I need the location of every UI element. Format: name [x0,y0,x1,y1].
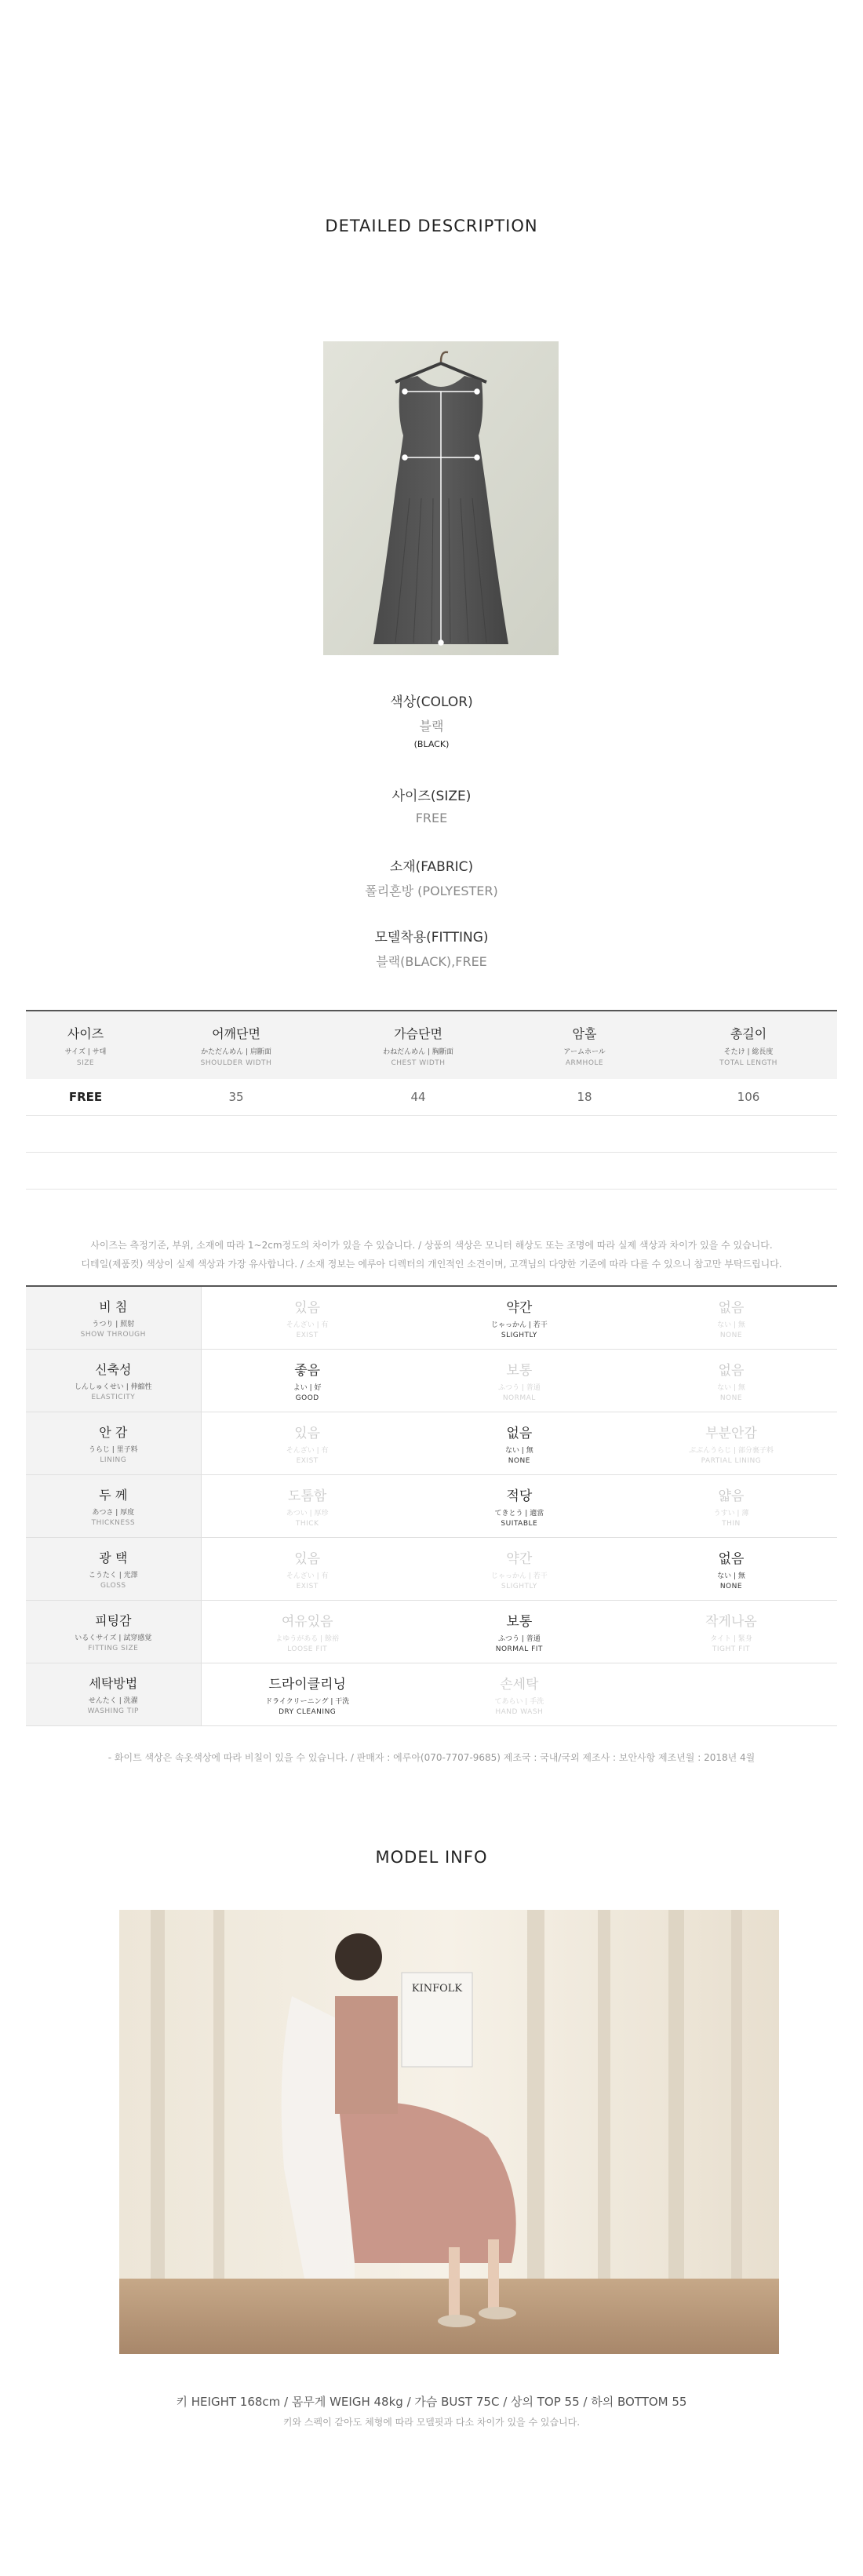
label-en: LINING [100,1456,127,1464]
cell-shoulder: 35 [145,1079,327,1116]
size-title: 사이즈(SIZE) [391,789,472,804]
color-sub: (BLACK) [413,739,450,749]
option-en: NONE [719,1331,743,1339]
option-jp: ぶぶんうらじ | 部分裏子料 [689,1446,774,1455]
option-jp: ふつう | 普通 [497,1383,541,1392]
option-en: EXIST [296,1331,319,1339]
option-jp: じゃっかん | 若干 [490,1572,548,1580]
option-ko: 여유있음 [281,1613,333,1630]
fabric-option [625,1600,837,1663]
fabric-row [26,1600,837,1663]
header-total-length: 총길이 そたけ | 総長度 TOTAL LENGTH [660,1011,837,1079]
option-en: NORMAL FIT [495,1645,543,1653]
option-ko: 부분안감 [705,1425,757,1441]
fabric-row [26,1349,837,1412]
option-en: SUITABLE [501,1519,538,1528]
option-en: LOOSE FIT [287,1645,328,1653]
fabric-option [201,1286,413,1349]
fabric-option [201,1537,413,1600]
option-jp: よい | 好 [293,1383,322,1392]
header-armhole: 암홀 アームホール ARMHOLE [509,1011,660,1079]
option-ko: 적당 [506,1488,533,1504]
size-table-header [26,1011,837,1079]
label-jp: うらじ | 里子料 [88,1445,138,1454]
option-en: EXIST [296,1582,319,1590]
label-ko: 세탁방법 [89,1675,138,1691]
label-jp: いるくサイズ | 試穿感覚 [75,1634,152,1642]
option-en: SLIGHTLY [501,1582,537,1590]
fabric-option [625,1349,837,1412]
fabric-option [625,1474,837,1537]
fabric-option [625,1412,837,1474]
option-ko: 작게나옴 [705,1613,757,1630]
detailed-description-heading: DETAILED DESCRIPTION [325,217,538,235]
option-en: NONE [508,1456,530,1465]
fabric-value: 폴리혼방 (POLYESTER) [365,884,498,898]
label-en: FITTING SIZE [88,1644,139,1652]
option-jp: てきとう | 適當 [494,1509,544,1518]
color-spec [0,690,863,749]
option-en: NORMAL [502,1394,536,1402]
option-ko: 있음 [294,1550,321,1567]
option-jp: ドライクリーニング | 干洗 [265,1697,350,1706]
fabric-row [26,1537,837,1600]
fitting-value: 블랙(BLACK),FREE [376,954,487,969]
option-ko: 없음 [718,1362,745,1379]
header-size: 사이즈 サイズ | サ대 SIZE [26,1011,145,1079]
option-ko: 없음 [718,1299,745,1316]
fabric-option-selected [201,1349,413,1412]
fabric-option [201,1600,413,1663]
option-en: HAND WASH [495,1707,544,1716]
label-jp: うつり | 照射 [92,1320,135,1328]
size-note-line1: 사이즈는 측정기준, 부위, 소재에 따라 1~2cm정도의 차이가 있을 수 있습니다. / 상품의 색상은 모니터 해상도 또는 조명에 따라 실제 색상과 차이가 있을 수 있습니다. [90,1240,773,1251]
fabric-row-label [26,1286,201,1349]
option-jp: ない | 無 [504,1446,533,1455]
label-ko: 안 감 [99,1424,128,1440]
fabric-option [413,1349,625,1412]
option-ko: 보통 [506,1362,533,1379]
option-jp: ない | 無 [717,1572,745,1580]
option-ko: 없음 [506,1425,533,1441]
label-ko: 두 께 [99,1487,128,1503]
label-en: ELASTICITY [91,1393,136,1401]
product-photo [323,341,559,655]
label-jp: しんしゅくせい | 伸縮性 [74,1383,152,1391]
option-en: GOOD [295,1394,319,1402]
fabric-option-selected [413,1474,625,1537]
header-shoulder: 어깨단면 かただんめん | 肩斷面 SHOULDER WIDTH [145,1011,327,1079]
fabric-row [26,1286,837,1349]
fabric-row-label [26,1663,201,1725]
option-en: PARTIAL LINING [701,1456,762,1465]
option-en: NONE [719,1582,743,1590]
option-ko: 좋음 [294,1362,321,1379]
cell-chest: 44 [327,1079,509,1116]
label-en: GLOSS [100,1581,126,1590]
option-en: THICK [295,1519,319,1528]
label-jp: こうたく | 光澤 [88,1571,138,1579]
label-en: SHOW THROUGH [80,1330,146,1339]
cell-armhole: 18 [509,1079,660,1116]
option-ko: 보통 [506,1613,533,1630]
option-ko: 도톰함 [288,1488,327,1504]
option-en: THIN [722,1519,741,1528]
model-illustration [119,1910,779,2354]
model-note: 키와 스펙이 같아도 체형에 따라 모델핏과 다소 차이가 있을 수 있습니다. [282,2417,581,2428]
fabric-option [201,1474,413,1537]
option-ko: 얇음 [718,1488,745,1504]
fabric-option [201,1412,413,1474]
label-ko: 광 택 [99,1550,128,1565]
fabric-option-selected [413,1600,625,1663]
fabric-row-label [26,1537,201,1600]
option-en: EXIST [296,1456,319,1465]
fabric-info-table [26,1285,837,1726]
magazine-title: KINFOLK [411,1983,463,1995]
option-jp: よゆうがある | 餘裕 [275,1634,340,1643]
fitting-spec [0,926,863,970]
fabric-option [413,1537,625,1600]
label-jp: あつさ | 厚度 [92,1508,135,1517]
fabric-row-label [26,1474,201,1537]
size-row-empty [26,1116,837,1153]
label-en: WASHING TIP [87,1707,139,1715]
option-ko: 있음 [294,1299,321,1316]
fabric-option [625,1286,837,1349]
label-ko: 피팅감 [95,1612,132,1628]
size-note-line2: 디테일(제품컷) 색상이 실제 색상과 가장 유사합니다. / 소재 정보는 에루아 디렉터의 개인적인 소견이며, 고객님의 다양한 기준에 따라 다를 수 있으니 참고만 부탁드립니다. [81,1259,782,1270]
option-jp: そんざい | 有 [286,1572,329,1580]
option-en: TIGHT FIT [712,1645,750,1653]
color-title: 색상(COLOR) [390,694,473,710]
model-measurements: 키 HEIGHT 168cm / 몸무게 WEIGH 48kg / 가슴 BUST 75C / 상의 TOP 55 / 하의 BOTTOM 55 [176,2395,687,2409]
label-en: THICKNESS [91,1518,136,1527]
option-jp: じゃっかん | 若干 [490,1321,548,1329]
fabric-row [26,1412,837,1474]
size-row-empty [26,1153,837,1190]
header-chest: 가슴단면 わねだんめん | 胸斷面 CHEST WIDTH [327,1011,509,1079]
cell-size: FREE [26,1079,145,1116]
color-value: 블랙 [419,719,444,734]
cell-total-length: 106 [660,1079,837,1116]
dress-illustration [323,341,559,655]
fabric-row [26,1663,837,1725]
size-table [26,1010,837,1190]
fabric-row-label [26,1600,201,1663]
model-photo [119,1910,779,2354]
option-jp: てあらい | 手洗 [494,1697,544,1706]
fabric-option-selected [201,1663,413,1725]
option-ko: 손세탁 [500,1676,539,1692]
option-en: DRY CLEANING [279,1707,337,1716]
option-jp: そんざい | 有 [286,1446,329,1455]
label-ko: 비 침 [99,1299,128,1314]
model-info-heading: MODEL INFO [375,1848,488,1867]
option-ko: 드라이클리닝 [268,1676,346,1692]
fabric-row [26,1474,837,1537]
fitting-title: 모델착용(FITTING) [374,930,489,946]
fabric-option-empty [625,1663,837,1725]
fabric-option-selected [413,1286,625,1349]
option-ko: 약간 [506,1299,533,1316]
option-ko: 있음 [294,1425,321,1441]
fabric-option-selected [413,1412,625,1474]
option-jp: うすい | 薄 [713,1509,749,1518]
option-en: NONE [719,1394,743,1402]
fabric-option-selected [625,1537,837,1600]
option-ko: 없음 [718,1550,745,1567]
size-value: FREE [415,811,448,825]
option-ko: 약간 [506,1550,533,1567]
size-row-free [26,1079,837,1116]
option-jp: ない | 無 [717,1321,745,1329]
size-spec [0,785,863,825]
fabric-spec [0,855,863,899]
label-jp: せんたく | 洗濯 [88,1696,138,1705]
option-jp: あつい | 厚珍 [286,1509,329,1518]
fabric-row-label [26,1412,201,1474]
option-en: SLIGHTLY [501,1331,537,1339]
footer-note: - 화이트 색상은 속옷색상에 따라 비칠이 있을 수 있습니다. / 판매자 : 에루아(070-7707-9685) 제조국 : 국내/국외 제조사 : 보안사항 제조년월 : 2018년 4월 [107,1752,756,1763]
option-jp: ふつう | 普通 [497,1634,541,1643]
option-jp: そんざい | 有 [286,1321,329,1329]
fabric-row-label [26,1349,201,1412]
fabric-title: 소재(FABRIC) [389,859,474,875]
option-jp: ない | 無 [717,1383,745,1392]
label-ko: 신축성 [95,1361,132,1377]
fabric-option [413,1663,625,1725]
option-jp: タイト | 緊身 [710,1634,752,1643]
